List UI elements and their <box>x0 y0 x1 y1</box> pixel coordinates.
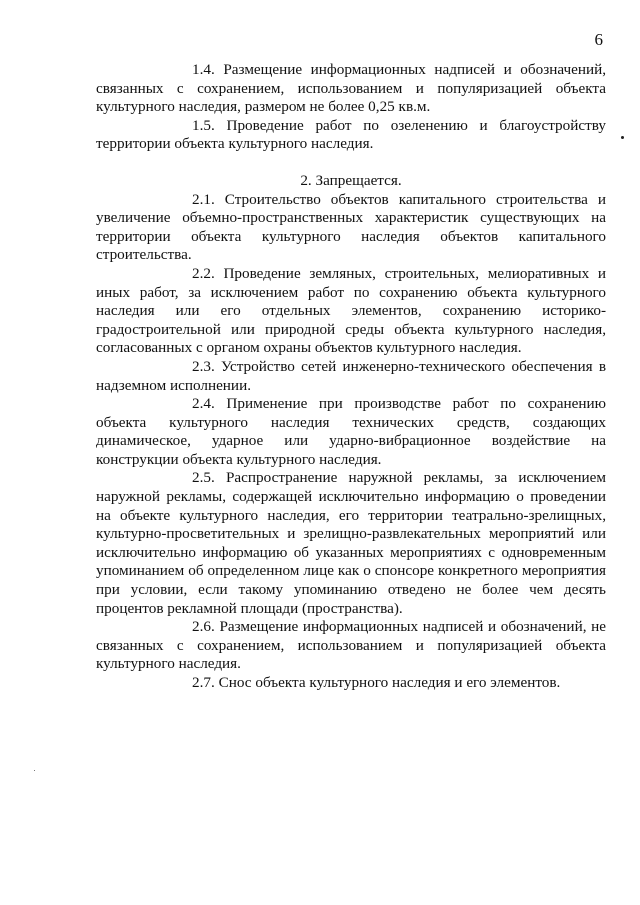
clause-1-4 <box>96 61 606 117</box>
clause-2-7 <box>96 674 606 693</box>
scan-mark <box>621 136 624 139</box>
clause-2-3 <box>96 358 606 395</box>
clause-text: Размещение информационных надписей и обозначений, не связанных с сохранением, использованием и популяризацией объекта культурного наследия. <box>96 618 607 673</box>
clause-number: 2.6. <box>192 618 215 636</box>
clause-2-6 <box>96 618 606 674</box>
scan-speck <box>34 770 35 771</box>
clause-number: 2.2. <box>192 264 215 282</box>
clause-number: 2.3. <box>192 357 215 375</box>
clause-text: Распространение наружной рекламы, за исключением наружной рекламы, содержащей исключительно информацию о проведении на объекте культурного наследия, его территории театрально-зрелищных, культурно-просветительных и зрелищно-развлекательных мероприятий или исключительно информацию об указанных мероприятиях с одновременным упоминанием об определенном лице как о спонсоре конкретного мероприятия при условии, если такому упоминанию отведено не более чем десять процентов рекламной площади (пространства). <box>96 469 606 617</box>
clause-text: Размещение информационных надписей и обозначений, связанных с сохранением, использованием и популяризацией объекта культурного наследия, размером не более 0,25 кв.м. <box>96 61 607 116</box>
clause-number: 2.4. <box>192 395 215 413</box>
clause-number: 2.5. <box>192 469 215 487</box>
clause-2-5 <box>96 469 606 618</box>
clause-1-5 <box>96 117 606 154</box>
clause-text: Применение при производстве работ по сохранению объекта культурного наследия технических средств, создающих динамическое, ударное или ударно-вибрационное воздействие на конструкции объекта культурного наследия. <box>96 395 606 468</box>
clause-number: 1.4. <box>192 61 215 78</box>
clause-number: 2.1. <box>192 190 215 208</box>
clause-2-2 <box>96 265 606 358</box>
page-number: 6 <box>594 30 603 49</box>
section-heading: 2. Запрещается. <box>300 171 402 189</box>
clause-text: Устройство сетей инженерно-технического обеспечения в надземном исполнении. <box>96 357 607 394</box>
clause-number: 1.5. <box>192 116 215 134</box>
clause-text: Строительство объектов капитального строительства и увеличение объемно-пространственных характеристик существующих на территории объекта культурного наследия объектов капитального строительства. <box>96 190 607 264</box>
clause-text: Проведение работ по озеленению и благоустройству территории объекта культурного наследия. <box>96 116 606 153</box>
clause-2-1 <box>96 191 606 265</box>
clause-text: Снос объекта культурного наследия и его элементов. <box>218 674 561 691</box>
clause-number: 2.7. <box>192 674 215 691</box>
clause-2-4 <box>96 395 606 469</box>
clause-text: Проведение земляных, строительных, мелиоративных и иных работ, за исключением работ по сохранению объекта культурного наследия или его отдельных элементов, сохранению историко-градостроительной или природной среды объекта культурного наследия, согласованных с органом охраны объектов культурного наследия. <box>96 264 606 357</box>
document-body <box>96 61 606 693</box>
